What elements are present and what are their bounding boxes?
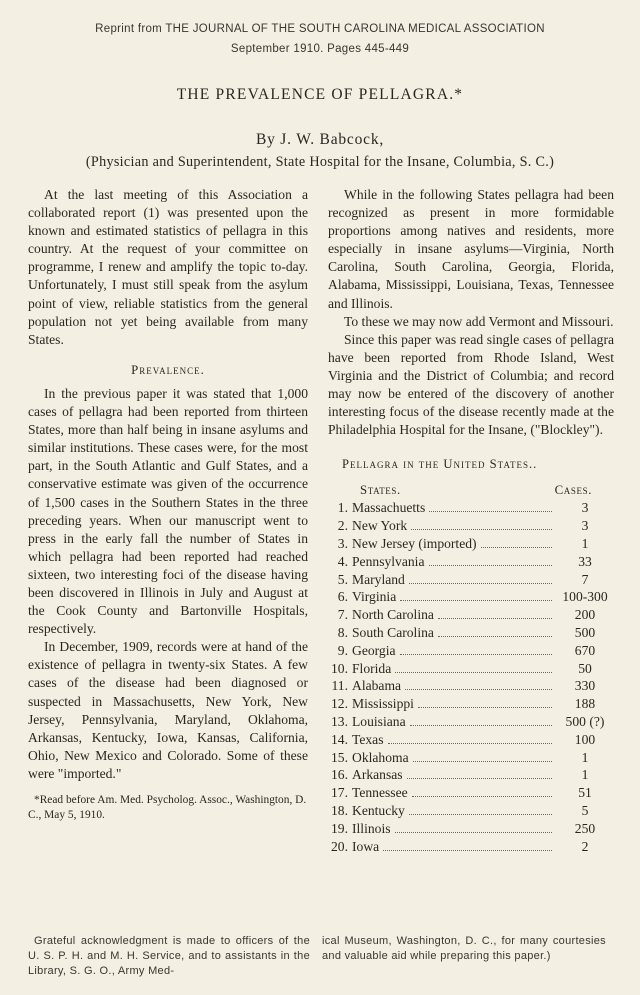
table-row <box>328 802 614 820</box>
table-header <box>328 479 614 499</box>
row-number: 8. <box>337 624 348 640</box>
row-leader-dots <box>388 743 552 744</box>
row-cases: 7 <box>581 571 589 587</box>
row-number: 9. <box>337 642 348 658</box>
row-leader-dots <box>395 832 552 833</box>
date-pages-line: September 1910. Pages 445-449 <box>230 43 410 55</box>
table-row <box>328 820 614 838</box>
row-state: North Carolina <box>352 607 434 623</box>
row-leader-dots <box>438 618 552 619</box>
table-row <box>328 606 614 624</box>
row-leader-dots <box>429 565 553 566</box>
row-number: 3. <box>337 536 348 551</box>
row-cases: 100-300 <box>562 589 608 605</box>
row-leader-dots <box>481 547 552 548</box>
row-state: Pennsylvania <box>352 553 425 569</box>
row-number: 18. <box>331 802 348 818</box>
table-row <box>328 713 614 731</box>
row-leader-dots <box>413 761 552 762</box>
row-state: Mississippi <box>352 696 414 712</box>
table-row <box>328 784 614 802</box>
column-header-states: States. <box>360 483 401 498</box>
addition-paragraph: To these we may now add Vermont and Missouri. <box>344 313 614 329</box>
row-cases: 330 <box>574 678 596 694</box>
row-state: New Jersey (imported) <box>352 536 477 551</box>
row-state: Iowa <box>352 838 380 854</box>
table-title: Pellagra in the United States.. <box>342 457 538 472</box>
row-state: New York <box>352 518 408 534</box>
row-cases: 3 <box>581 500 589 516</box>
row-cases: 51 <box>578 785 592 801</box>
row-leader-dots <box>438 636 552 637</box>
table-row <box>328 499 614 517</box>
prevalence-paragraph-1: In the previous paper it was stated that 1,000 cases of pellagra had been reported from thirteen States, more than half being in insane asylums and similar institutions. These cases were, for the most part, in the South Atlantic and Gulf States, and a conservative estimate was given of the occurrence of 1,500 cases in the Southern States in the three preceding years. When our manuscript went to press in the early fall the number of States in which pellagra had been reported had reached sixteen, two interesting foci of the disease having been discovered in Illinois in July and August at the Cook County and Bartonville Hospitals, respectively. <box>28 385 308 637</box>
table-body <box>328 499 614 855</box>
row-cases: 250 <box>574 820 596 836</box>
row-cases: 670 <box>574 642 596 658</box>
table-row <box>328 695 614 713</box>
row-leader-dots <box>400 654 552 655</box>
row-number: 12. <box>331 696 348 712</box>
row-state: Florida <box>352 660 392 676</box>
row-number: 15. <box>331 749 348 765</box>
row-state: Oklahoma <box>352 749 409 765</box>
row-cases: 1 <box>581 749 589 765</box>
table-row <box>328 677 614 695</box>
row-cases: 5 <box>581 802 589 818</box>
row-leader-dots <box>395 672 552 673</box>
row-number: 11. <box>331 678 348 694</box>
article-title: THE PREVALENCE OF PELLAGRA.* <box>176 86 464 103</box>
section-heading: Prevalence. <box>131 362 205 377</box>
row-state: Texas <box>352 731 384 747</box>
row-number: 20. <box>331 838 348 854</box>
intro-paragraph: At the last meeting of this Association a collaborated report (1) was presented upon the known and estimated statistics of pellagra in this country. At the request of your committee on programme, I renew and amplify the topic to-day. Unfortunately, I must still speak from the asylum point of view, reliable statistics from the general population not yet being available from many States. <box>28 187 308 347</box>
row-state: Alabama <box>352 678 402 694</box>
row-cases: 33 <box>578 553 592 569</box>
right-column <box>328 186 614 855</box>
row-cases: 100 <box>574 731 596 747</box>
table-row <box>328 766 614 784</box>
row-number: 10. <box>331 660 348 676</box>
row-state: Kentucky <box>352 802 405 818</box>
row-cases: 500 (?) <box>565 713 605 729</box>
row-leader-dots <box>410 725 552 726</box>
row-number: 14. <box>331 731 348 747</box>
table-row <box>328 553 614 571</box>
prevalence-paragraph-2: In December, 1909, records were at hand of the existence of pellagra in twenty-six States. A few cases of the disease had been diagnosed or suspected in Massachusetts, New York, New Jersey, Pennsylvania, Maryland, Oklahoma, Arkansas, Kentucky, Iowa, Kansas, California, Ohio, New Mexico and Colorado. Some of these were "imported." <box>28 639 308 781</box>
row-number: 5. <box>337 571 348 587</box>
table-row <box>328 749 614 767</box>
row-cases: 2 <box>581 838 589 854</box>
row-cases: 200 <box>574 607 596 623</box>
row-number: 4. <box>337 553 348 569</box>
row-state: Illinois <box>352 820 391 836</box>
row-leader-dots <box>418 707 552 708</box>
row-number: 16. <box>331 767 348 783</box>
row-state: Arkansas <box>352 767 403 783</box>
table-row <box>328 624 614 642</box>
recent-cases-paragraph: Since this paper was read single cases of pellagra have been reported from Rhode Island, West Virginia and the District of Columbia; and record may now be entered of the discovery of another interesting focus of the disease recently made at the Philadelphia Hospital for the Insane, ("Blockley"). <box>328 331 614 438</box>
acknowledgment-right: ical Museum, Washington, D. C., for many courtesies and valuable aid while preparing this paper.) <box>322 935 606 962</box>
reprint-line: Reprint from THE JOURNAL OF THE SOUTH CAROLINA MEDICAL ASSOCIATION <box>95 23 545 35</box>
author-affiliation: (Physician and Superintendent, State Hospital for the Insane, Columbia, S. C.) <box>85 154 555 170</box>
row-cases: 188 <box>574 696 596 712</box>
row-state: South Carolina <box>352 624 434 640</box>
row-leader-dots <box>411 529 552 530</box>
table-row <box>328 535 614 553</box>
table-row <box>328 642 614 660</box>
row-leader-dots <box>412 796 552 797</box>
author-byline: By J. W. Babcock, <box>255 131 385 148</box>
row-number: 6. <box>337 589 348 605</box>
row-cases: 500 <box>574 624 596 640</box>
row-number: 19. <box>331 820 348 836</box>
footnote: *Read before Am. Med. Psycholog. Assoc., Washington, D. C., May 5, 1910. <box>28 794 307 821</box>
table-row <box>328 660 614 678</box>
row-state: Massachuetts <box>352 500 426 516</box>
acknowledgment-left: Grateful acknowledgment is made to officers of the U. S. P. H. and M. H. Service, and to assistants in the Library, S. G. O., Army Med- <box>28 935 310 977</box>
row-state: Georgia <box>352 642 396 658</box>
row-leader-dots <box>400 600 552 601</box>
row-cases: 1 <box>581 536 589 551</box>
table-row <box>328 517 614 535</box>
row-leader-dots <box>405 689 552 690</box>
row-leader-dots <box>407 778 552 779</box>
states-paragraph: While in the following States pellagra had been recognized as present in more formidable proportions among natives and residents, more especially in insane asylums—Virginia, North Carolina, South Carolina, Georgia, Florida, Alabama, Mississippi, Louisiana, Texas, Tennessee and Illinois. <box>328 187 614 311</box>
row-state: Maryland <box>352 571 405 587</box>
row-cases: 1 <box>581 767 589 783</box>
row-leader-dots <box>409 583 552 584</box>
row-number: 13. <box>331 713 348 729</box>
row-state: Louisiana <box>352 713 406 729</box>
row-state: Tennessee <box>352 785 408 801</box>
row-cases: 3 <box>581 518 589 534</box>
left-column <box>28 186 308 823</box>
row-number: 7. <box>337 607 348 623</box>
column-header-cases: Cases. <box>554 483 592 498</box>
table-row <box>328 838 614 856</box>
row-cases: 50 <box>578 660 592 676</box>
table-row <box>328 571 614 589</box>
row-state: Virginia <box>352 589 397 605</box>
row-leader-dots <box>383 850 552 851</box>
row-number: 17. <box>331 785 348 801</box>
row-number: 1. <box>337 500 348 516</box>
table-row <box>328 731 614 749</box>
row-leader-dots <box>429 511 552 512</box>
table-row <box>328 588 614 606</box>
row-number: 2. <box>337 518 348 534</box>
row-leader-dots <box>409 814 552 815</box>
